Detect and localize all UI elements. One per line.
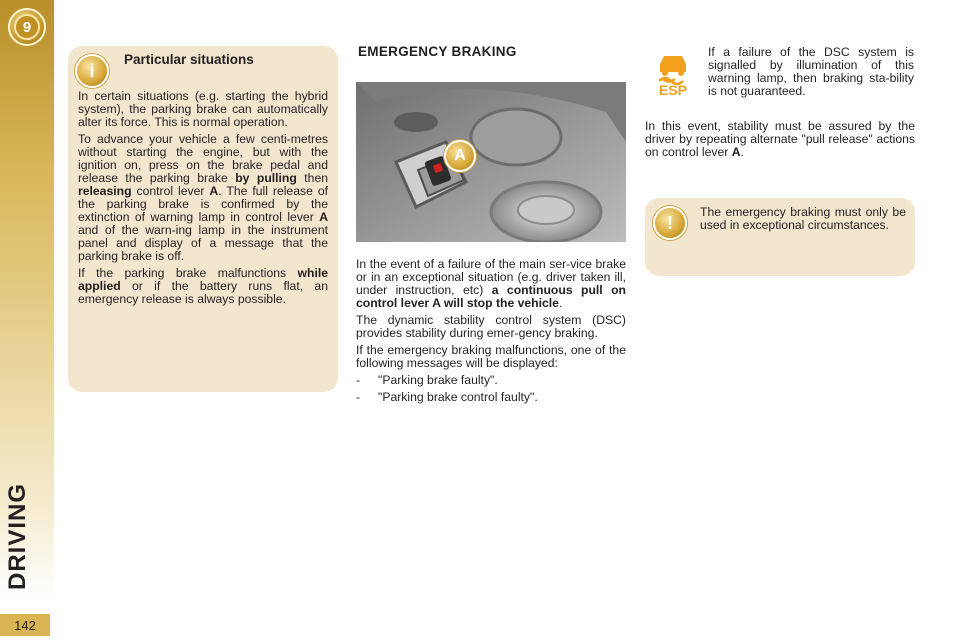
- chapter-number: 9: [14, 14, 40, 40]
- paragraph: In this event, stability must be assured by the driver by repeating alternate "pull release" actions on control lever A.: [645, 119, 915, 159]
- paragraph: If the parking brake malfunctions while applied or if the battery runs flat, an emergency release is always possible.: [78, 266, 328, 306]
- section-heading: EMERGENCY BRAKING: [358, 44, 517, 59]
- list-item: - "Parking brake control faulty".: [356, 390, 538, 404]
- warning-icon: !: [653, 206, 687, 240]
- paragraph: In the event of a failure of the main ser-vice brake or in an exceptional situation (e.g. driver taken ill, under instruction, etc) a continuous pull on control lever A will stop the vehicle.: [356, 257, 627, 310]
- chapter-badge: [8, 8, 46, 46]
- paragraph: In certain situations (e.g. starting the hybrid system), the parking brake can automatically alter its force. This is normal operation.: [78, 89, 328, 129]
- info-icon: i: [75, 54, 109, 88]
- emergency-braking-text: [356, 258, 626, 408]
- parking-brake-photo: [356, 82, 626, 242]
- console-illustration: [356, 82, 626, 242]
- paragraph: The emergency braking must only be used in exceptional circumstances.: [700, 205, 906, 232]
- dsc-failure-text: [708, 46, 914, 102]
- section-label: DRIVING: [4, 482, 31, 590]
- stability-text: [645, 120, 915, 163]
- paragraph: If the emergency braking malfunctions, one of the following messages will be displayed:: [356, 343, 626, 370]
- page-number: 142: [0, 614, 50, 636]
- paragraph: To advance your vehicle a few centi-metres without starting the engine, but with the ignition on, press on the brake pedal and release the parking brake by pulling then releasing control lever A. The full release of the parking brake is confirmed by the extinction of warning lamp in control lever A and of the warn-ing lamp in the instrument panel and display of a message that the parking brake is off.: [78, 132, 329, 263]
- paragraph: The dynamic stability control system (DSC) provides stability during emer-gency braking.: [356, 313, 626, 340]
- list-item: - "Parking brake faulty".: [356, 373, 498, 387]
- warning-text: [700, 206, 906, 236]
- callout-a: A: [444, 140, 476, 172]
- esp-warning-icon: [655, 50, 691, 98]
- particular-situations-text: [78, 90, 328, 310]
- paragraph: If a failure of the DSC system is signalled by illumination of this warning lamp, then braking sta-bility is not guaranteed.: [708, 45, 914, 98]
- esp-label: ESP: [658, 82, 687, 98]
- box-title: Particular situations: [124, 52, 254, 67]
